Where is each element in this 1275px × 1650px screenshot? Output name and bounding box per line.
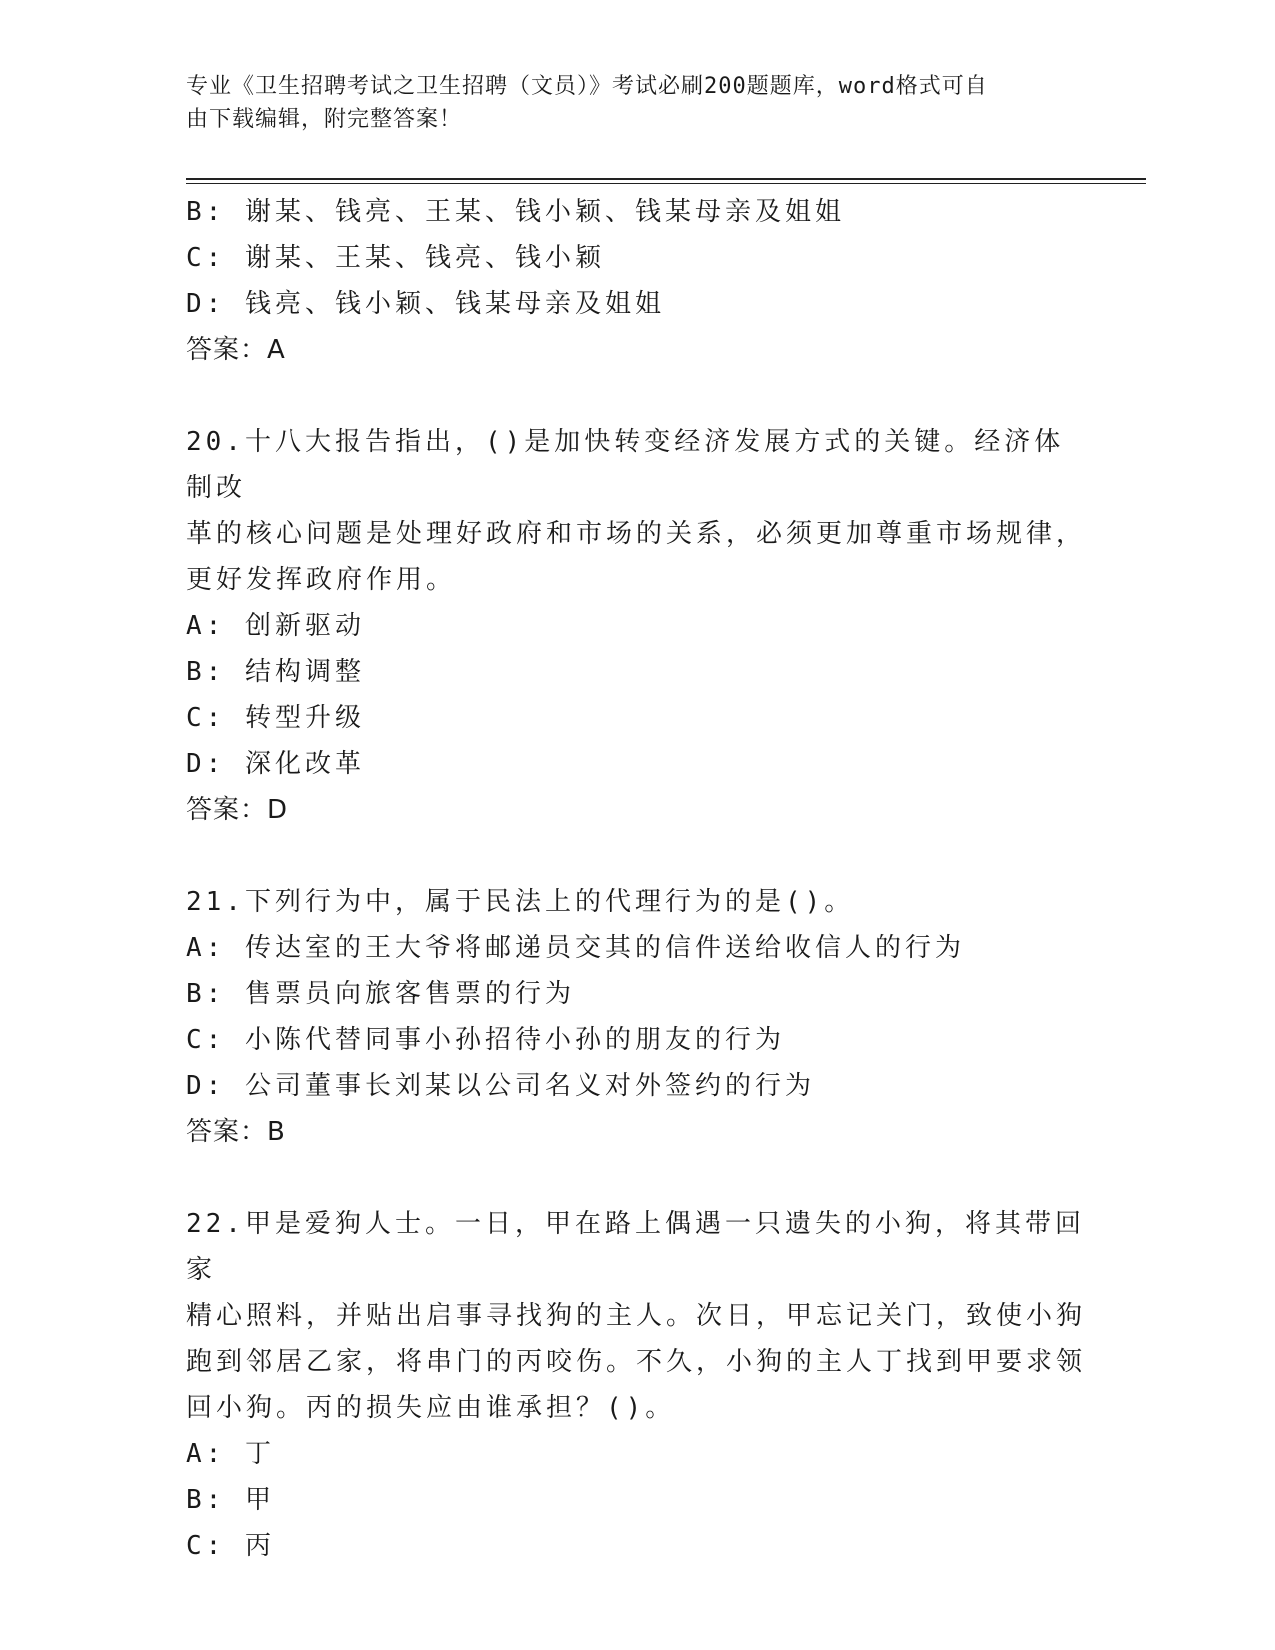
- option-c: C: 小陈代替同事小孙招待小孙的朋友的行为: [186, 1025, 785, 1055]
- question-20: [186, 419, 1086, 833]
- header-divider: [186, 178, 1146, 180]
- option-d: D: 深化改革: [186, 749, 365, 779]
- previous-question: [186, 189, 1086, 373]
- document-header: [186, 70, 1086, 136]
- question-list: [186, 189, 1086, 1569]
- answer: 答案：A: [186, 335, 286, 365]
- option-b: B: 甲: [186, 1485, 275, 1515]
- question-text-line: 跑到邻居乙家，将串门的丙咬伤。不久，小狗的主人丁找到甲要求领: [186, 1347, 1087, 1377]
- option-a: A: 创新驱动: [186, 611, 365, 641]
- option-d: D: 钱亮、钱小颖、钱某母亲及姐姐: [186, 289, 665, 319]
- spacer: [186, 373, 1086, 419]
- question-text-line: 革的核心问题是处理好政府和市场的关系，必须更加尊重市场规律，: [186, 519, 1087, 549]
- header-divider-thin: [186, 183, 1146, 184]
- question-21: [186, 879, 1086, 1155]
- option-a: A: 丁: [186, 1439, 275, 1469]
- option-c: C: 转型升级: [186, 703, 365, 733]
- question-text-line: 更好发挥政府作用。: [186, 565, 457, 595]
- question-text-line: 回小狗。丙的损失应由谁承担？()。: [186, 1393, 676, 1423]
- option-b: B: 结构调整: [186, 657, 365, 687]
- spacer: [186, 833, 1086, 879]
- answer: 答案：B: [186, 1117, 286, 1147]
- option-b: B: 售票员向旅客售票的行为: [186, 979, 575, 1009]
- option-d: D: 公司董事长刘某以公司名义对外签约的行为: [186, 1071, 815, 1101]
- option-c: C: 丙: [186, 1531, 275, 1561]
- option-b: B: 谢某、钱亮、王某、钱小颖、钱某母亲及姐姐: [186, 197, 845, 227]
- question-22: [186, 1201, 1086, 1569]
- option-a: A: 传达室的王大爷将邮递员交其的信件送给收信人的行为: [186, 933, 965, 963]
- question-text-line: 20.十八大报告指出，()是加快转变经济发展方式的关键。经济体制改: [186, 427, 1065, 503]
- question-text-line: 22.甲是爱狗人士。一日，甲在路上偶遇一只遗失的小狗，将其带回家: [186, 1209, 1085, 1285]
- option-c: C: 谢某、王某、钱亮、钱小颖: [186, 243, 605, 273]
- question-text-line: 精心照料，并贴出启事寻找狗的主人。次日，甲忘记关门，致使小狗: [186, 1301, 1087, 1331]
- spacer: [186, 1155, 1086, 1201]
- question-text-line: 21.下列行为中，属于民法上的代理行为的是()。: [186, 887, 855, 917]
- header-line-2: 由下载编辑，附完整答案！: [186, 107, 463, 132]
- header-line-1: 专业《卫生招聘考试之卫生招聘（文员）》考试必刷200题题库，word格式可自: [186, 74, 988, 99]
- answer: 答案：D: [186, 795, 289, 825]
